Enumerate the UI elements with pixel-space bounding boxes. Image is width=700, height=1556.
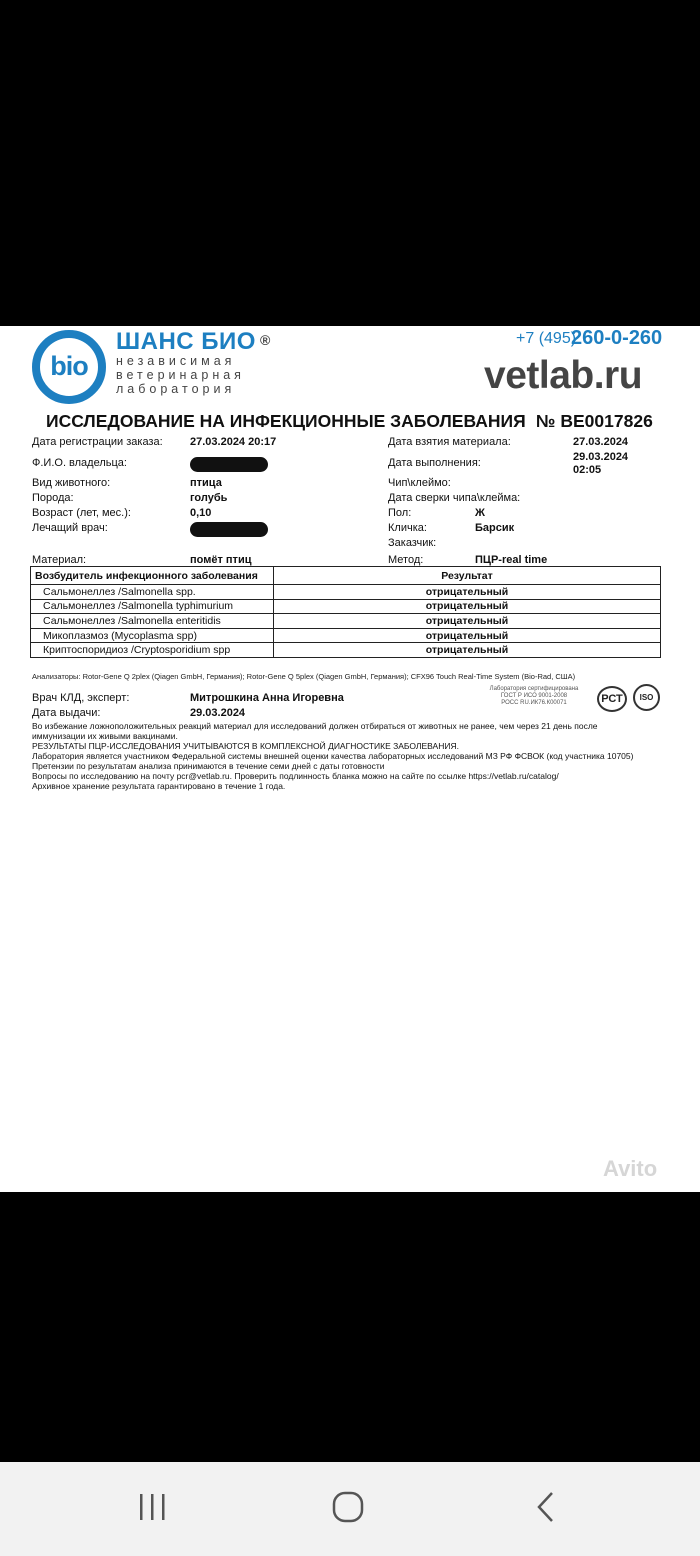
pathogen-cell: Сальмонеллез /Salmonella typhimurium [31, 599, 274, 614]
phone-code: +7 (495) [516, 330, 577, 347]
document-number: № ВЕ0017826 [536, 411, 653, 431]
tagline-line-2: ветеринарная [116, 368, 245, 382]
note-line: Лаборатория является участником Федеральной системы внешней оценки качества лабораторных исследований МЗ РФ ФСВОК (код участника 10705) [32, 751, 634, 761]
species-value: птица [190, 477, 222, 489]
note-line: Вопросы по исследованию на почту pcr@vetlab.ru. Проверить подлинность бланка можно на сайте по ссылке https://vetlab.ru/catalog/ [32, 771, 559, 781]
material-label: Материал: [32, 554, 87, 566]
result-cell: отрицательный [274, 614, 661, 629]
certification-line: РОСС RU.ИК76.К00071 [501, 700, 567, 706]
tagline-line-1: независимая [116, 354, 236, 368]
document-photo[interactable] [0, 326, 700, 1192]
issue-date-value: 29.03.2024 [190, 707, 246, 719]
chip-check-label: Дата сверки чипа\клейма: [388, 492, 521, 504]
note-line: Во избежание ложноположительных реакций материал для исследований должен отбираться от животных не ранее, чем через 21 день после [32, 721, 598, 731]
result-cell: отрицательный [274, 599, 661, 614]
result-cell: отрицательный [274, 628, 661, 643]
table-row [31, 643, 661, 658]
certification-text [484, 686, 584, 707]
results-table [30, 566, 661, 658]
result-cell: отрицательный [274, 643, 661, 658]
done-date-label: Дата выполнения: [388, 457, 481, 469]
nickname-value: Барсик [475, 522, 515, 534]
back-button[interactable] [516, 1488, 576, 1528]
reg-date-value: 27.03.2024 20:17 [190, 436, 277, 448]
table-header-row [31, 567, 661, 585]
age-value: 0,10 [190, 507, 212, 519]
recents-icon [123, 1488, 183, 1528]
certification-line: ГОСТ Р ИСО 9001-2008 [500, 693, 568, 699]
method-value: ПЦР-real time [475, 554, 548, 566]
avito-watermark: Avito [603, 1156, 658, 1181]
owner-label: Ф.И.О. владельца: [32, 457, 127, 469]
done-date-value: 29.03.2024 [573, 451, 629, 463]
recents-button[interactable] [123, 1488, 183, 1528]
navigation-bar [0, 1462, 700, 1556]
logo-text: bio [50, 351, 88, 381]
table-row [31, 585, 661, 600]
note-line: Архивное хранение результата гарантировано в течение 1 года. [32, 781, 286, 791]
phone-number: 260-0-260 [571, 327, 663, 349]
reg-date-label: Дата регистрации заказа: [32, 436, 163, 448]
material-value: помёт птиц [190, 554, 252, 566]
customer-label: Заказчик: [388, 537, 437, 549]
table-row [31, 614, 661, 629]
document-title: ИССЛЕДОВАНИЕ НА ИНФЕКЦИОННЫЕ ЗАБОЛЕВАНИЯ [46, 411, 526, 431]
note-line: Претензии по результатам анализа принимаются в течение семи дней с даты готовности [32, 761, 385, 771]
tagline-line-3: лаборатория [116, 382, 236, 396]
breed-label: Порода: [32, 492, 74, 504]
back-icon [516, 1488, 576, 1528]
pathogen-column-header: Возбудитель инфекционного заболевания [31, 567, 274, 585]
note-line: иммунизации их живыми вакцинами. [32, 731, 178, 741]
method-label: Метод: [388, 554, 424, 566]
sex-value: Ж [475, 507, 485, 519]
done-time-value: 02:05 [573, 464, 602, 476]
logo-inner [40, 338, 98, 396]
site-name: vetlab.ru [484, 354, 643, 397]
home-button[interactable] [318, 1488, 378, 1528]
chip-label: Чип\клеймо: [388, 477, 451, 489]
nickname-label: Кличка: [388, 522, 427, 534]
note-line: РЕЗУЛЬТАТЫ ПЦР-ИССЛЕДОВАНИЯ УЧИТЫВАЮТСЯ В КОМПЛЕКСНОЙ ДИАГНОСТИКЕ ЗАБОЛЕВАНИЯ. [32, 741, 459, 751]
certification-line: Лаборатория сертифицирована [489, 686, 579, 692]
pathogen-cell: Криптоспоридиоз /Cryptosporidium spp [31, 643, 274, 658]
result-cell: отрицательный [274, 585, 661, 600]
doctor-redaction [190, 522, 268, 537]
table-row [31, 599, 661, 614]
home-icon [318, 1488, 378, 1528]
table-row [31, 628, 661, 643]
brand-name: ШАНС БИО [116, 328, 256, 355]
iso-certification-icon: ISO [633, 684, 660, 711]
sample-date-value: 27.03.2024 [573, 436, 629, 448]
pathogen-cell: Сальмонеллез /Salmonella spp. [31, 585, 274, 600]
species-label: Вид животного: [32, 477, 111, 489]
pathogen-cell: Сальмонеллез /Salmonella enteritidis [31, 614, 274, 629]
issue-date-label: Дата выдачи: [32, 707, 101, 719]
analyzers-text: Анализаторы: Rotor-Gene Q 2plex (Qiagen GmbH, Германия); Rotor-Gene Q 5plex (Qiagen GmbH, Германия); CFX96 Touch Real-Time System (Bio-Rad, США) [32, 672, 576, 681]
rst-certification-icon: РСТ [597, 686, 627, 712]
pathogen-cell: Микоплазмоз (Mycoplasma spp) [31, 628, 274, 643]
result-column-header: Результат [274, 567, 661, 585]
owner-redaction [190, 457, 268, 472]
registered-mark: ® [260, 332, 271, 348]
expert-label: Врач КЛД, эксперт: [32, 692, 130, 704]
doctor-label: Лечащий врач: [32, 522, 108, 534]
sample-date-label: Дата взятия материала: [388, 436, 511, 448]
breed-value: голубь [190, 492, 228, 504]
expert-name: Митрошкина Анна Игоревна [190, 692, 344, 704]
age-label: Возраст (лет, мес.): [32, 507, 131, 519]
bio-logo [32, 330, 106, 404]
sex-label: Пол: [388, 507, 412, 519]
